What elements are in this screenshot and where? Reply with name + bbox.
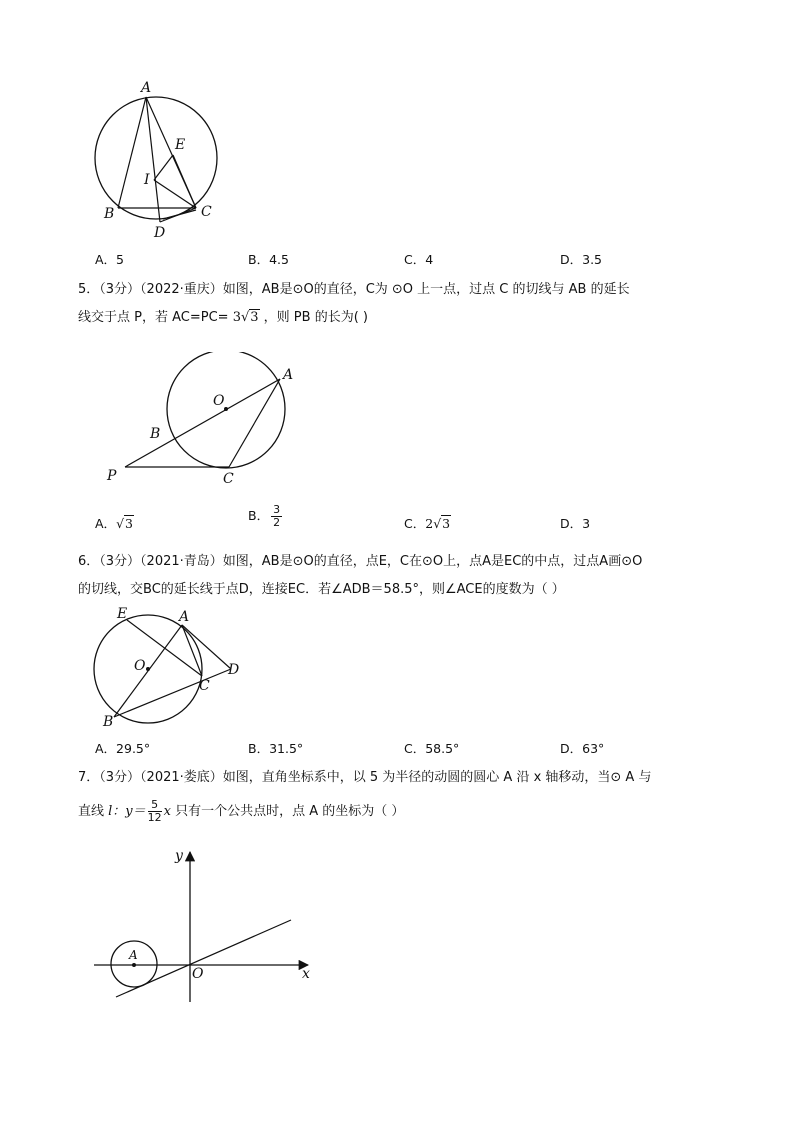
label-e: E	[117, 606, 128, 622]
option-c[interactable]: C．58.5°	[404, 741, 460, 756]
question-7-line-2: 直线 l：y＝ $\frac{5}{12}$ x 只有一个公共点时，点 A 的坐标为（ ）	[78, 798, 405, 824]
label-b: B	[150, 426, 161, 442]
question-5-text	[78, 276, 718, 332]
label-b: B	[104, 206, 115, 222]
label-a: A	[283, 367, 294, 383]
option-b[interactable]: B．4.5	[248, 252, 289, 267]
option-d[interactable]: D．63°	[560, 741, 605, 756]
option-b[interactable]: B．31.5°	[248, 741, 304, 756]
question-7-figure	[88, 842, 320, 1004]
circle-o	[95, 97, 217, 219]
label-o: O	[192, 966, 204, 982]
option-c[interactable]: C．4	[404, 252, 434, 267]
label-a: A	[179, 609, 190, 625]
option-d[interactable]: D．3	[560, 516, 591, 531]
question-6-figure	[88, 604, 248, 728]
label-d: D	[228, 662, 240, 678]
center-point	[146, 667, 150, 671]
option-b[interactable]: B． $\frac{3}{2}$	[248, 503, 281, 529]
question-6-text	[78, 548, 718, 604]
center-point	[224, 407, 228, 411]
question-6-line-1: 6．（3分）（2021·青岛）如图，AB是⊙O的直径，点E，C在⊙O上，点A是EC的中点，过点A画⊙O	[78, 554, 643, 569]
question-6-line-2: 的切线，交BC的延长线于点D，连接EC．若∠ADB＝58.5°，则∠ACE的度数为（ ）	[78, 582, 565, 597]
label-x: x	[302, 966, 310, 982]
option-a[interactable]: A．√3	[95, 516, 133, 531]
label-a: A	[141, 80, 152, 96]
question-5-figure	[100, 352, 310, 494]
question-5-options	[95, 503, 735, 534]
label-i: I	[144, 172, 150, 188]
question-5-line-2: 线交于点 P，若 AC=PC= 3√3 ，则 PB 的长为( )	[78, 310, 368, 325]
option-d[interactable]: D．3.5	[560, 252, 603, 267]
question-6-options	[95, 739, 735, 759]
center-point-a	[132, 963, 136, 967]
question-4-options	[95, 250, 735, 270]
label-b: B	[103, 714, 114, 728]
question-4-figure	[88, 76, 238, 246]
option-a[interactable]: A．29.5°	[95, 741, 151, 756]
label-o: O	[213, 393, 225, 409]
option-a[interactable]: A．5	[95, 252, 125, 267]
label-o: O	[134, 658, 146, 674]
question-7-text	[78, 764, 718, 826]
label-p: P	[107, 468, 117, 484]
label-c: C	[199, 678, 210, 694]
label-d: D	[154, 225, 166, 241]
label-e: E	[175, 137, 186, 153]
label-a: A	[129, 948, 138, 962]
option-c[interactable]: C．2√3	[404, 516, 451, 531]
label-y: y	[175, 848, 183, 864]
question-5-line-1: 5．（3分）（2022·重庆）如图，AB是⊙O的直径，C为 ⊙O 上一点，过点 C 的切线与 AB 的延长	[78, 282, 630, 297]
label-c: C	[223, 471, 234, 487]
label-c: C	[201, 204, 212, 220]
question-7-line-1: 7．（3分）（2021·娄底）如图，直角坐标系中，以 5 为半径的动圆的圆心 A 沿 x 轴移动，当⊙ A 与	[78, 770, 652, 785]
